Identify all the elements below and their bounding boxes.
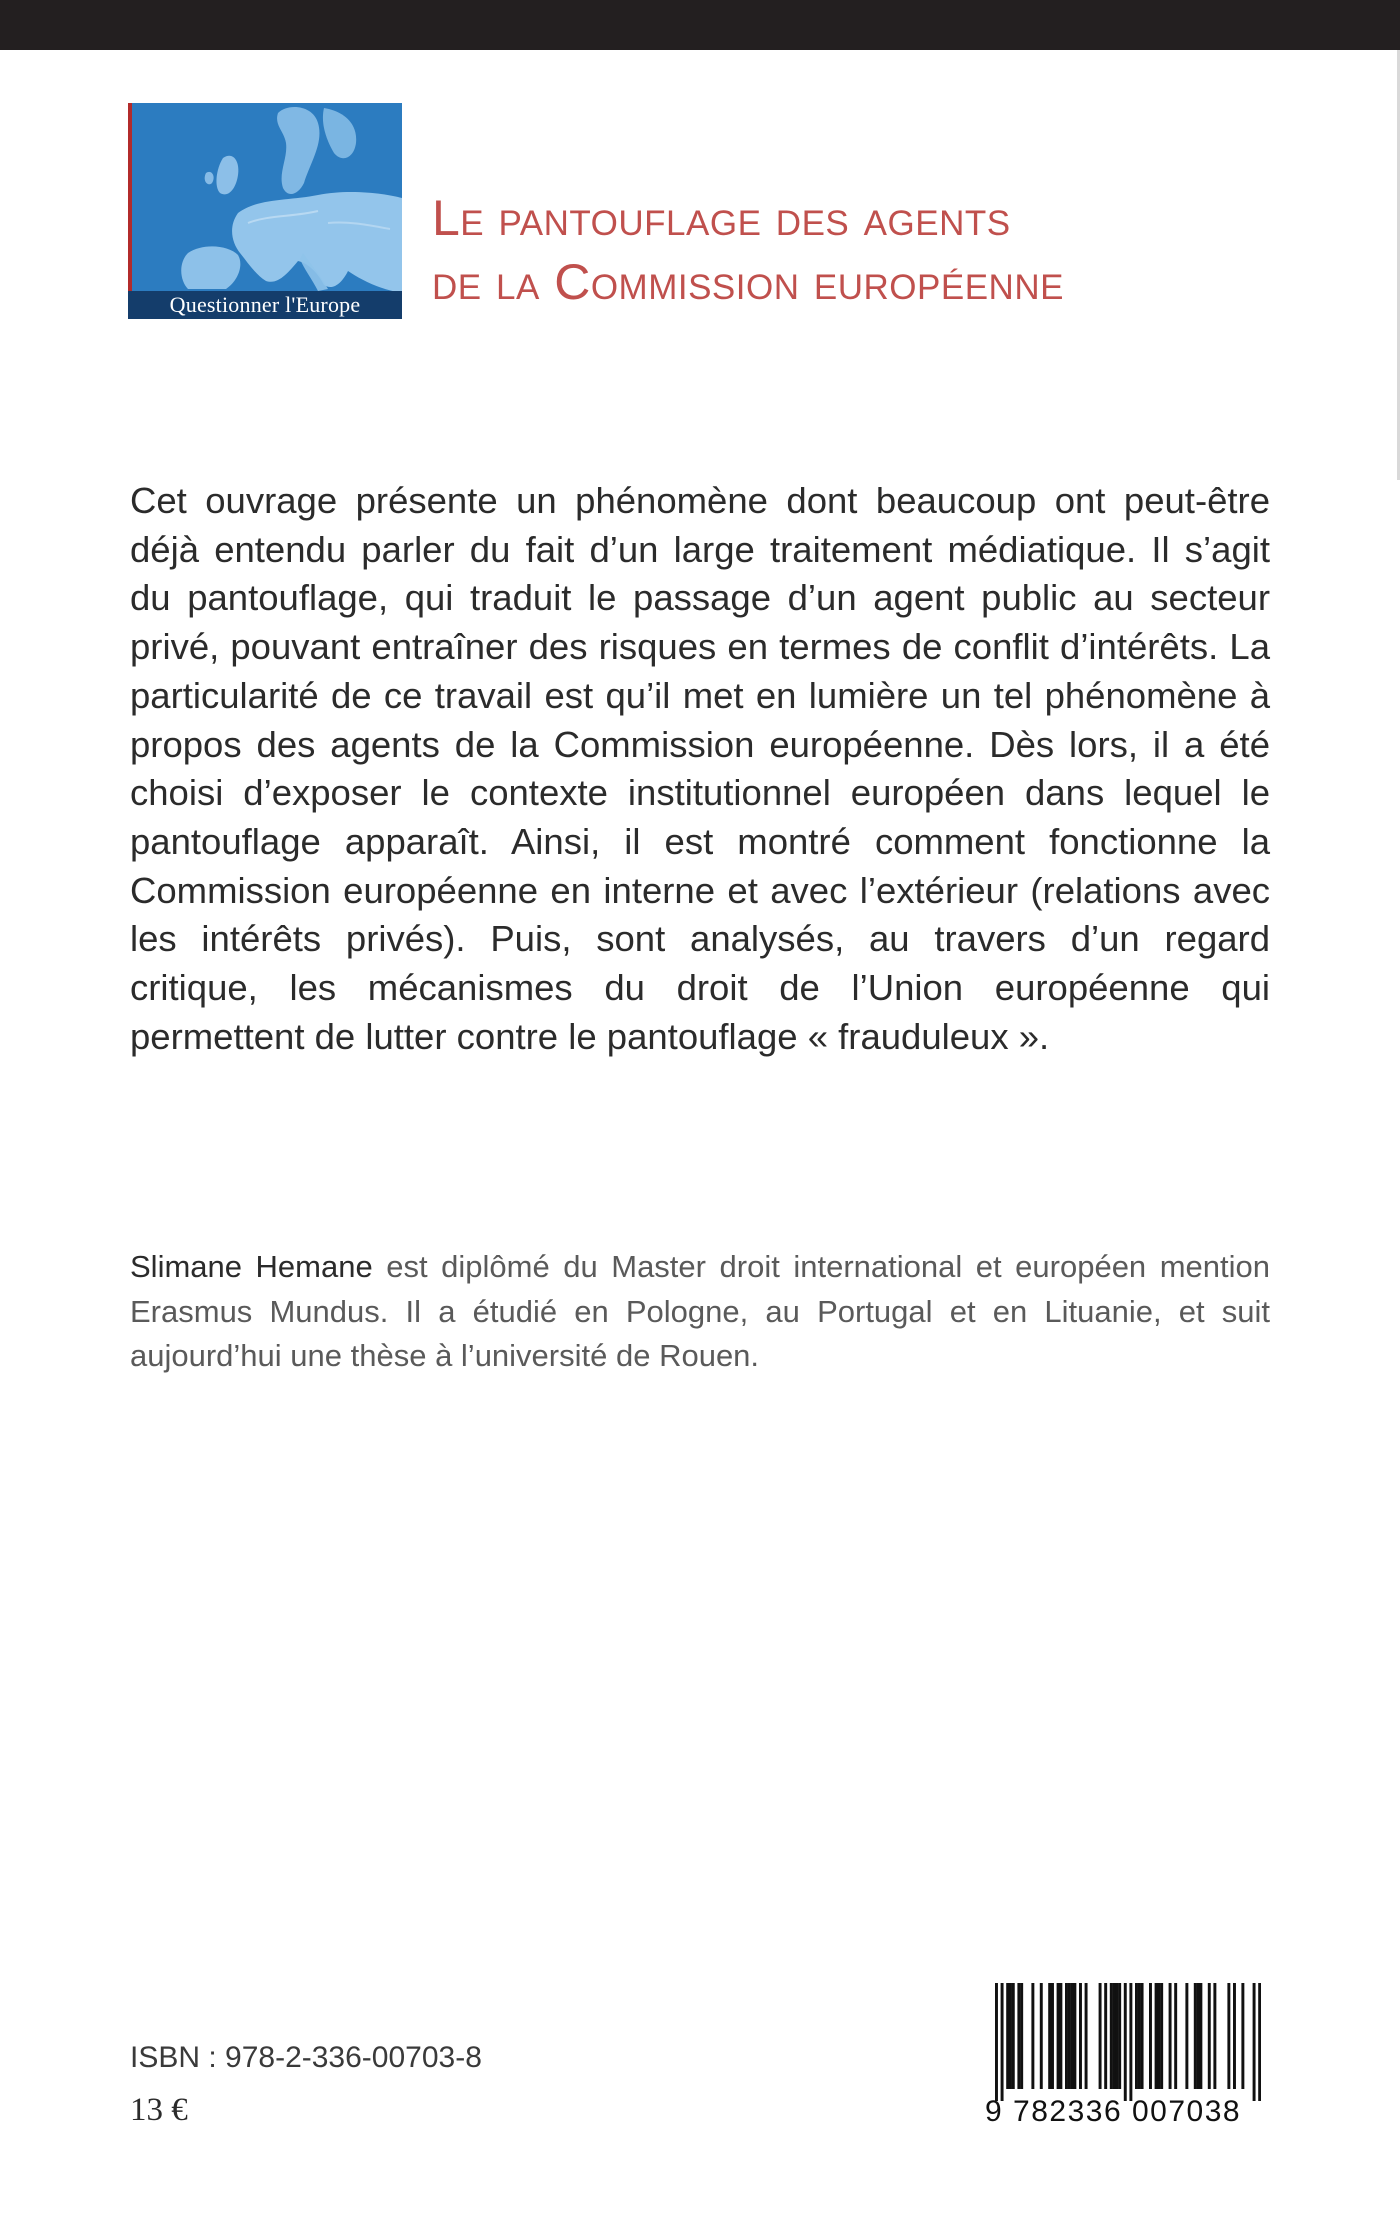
- barcode-bar: [1141, 1983, 1144, 2089]
- barcode-bar: [1006, 1983, 1009, 2089]
- barcode-bar: [1085, 1983, 1088, 2089]
- barcode-bar: [1031, 1983, 1034, 2089]
- book-title-line-2: de la Commission européenne: [432, 254, 1064, 310]
- barcode-bar: [1155, 1983, 1158, 2089]
- barcode-bar: [1059, 1983, 1062, 2089]
- barcode-bar: [1197, 1983, 1200, 2089]
- barcode-bar: [1113, 1983, 1116, 2089]
- barcode-bar: [1012, 1983, 1015, 2089]
- author-bio-text: est diplômé du Master droit international et européen mention Erasmus Mundus. Il a étudié en Pologne, au Portugal et en Lituanie, et suit aujourd’hui une thèse à l’université de Rouen.: [130, 1249, 1270, 1373]
- book-description: Cet ouvrage présente un phénomène dont beaucoup ont peut-être déjà entendu parler du fait d’un large traitement médiatique. Il s’agit du pantouflage, qui traduit le passage d’un agent public au secteur privé, pouvant entraîner des risques en termes de conflit d’intérêts. La particularité de ce travail est qu’il met en lumière un tel phénomène à propos des agents de la Commission européenne. Dès lors, il a été choisi d’exposer le contexte institutionnel européen dans lequel le pantouflage apparaît. Ainsi, il est montré comment fonctionne la Commission européenne en interne et avec l’extérieur (relations avec les intérêts privés). Puis, sont analysés, au travers d’un regard critique, les mécanismes du droit de l’Union européenne qui permettent de lutter contre le pantouflage « frauduleux ».: [130, 480, 1270, 1057]
- barcode-bar: [1115, 1983, 1118, 2089]
- barcode-bar: [1185, 1983, 1188, 2089]
- barcode-bar: [1227, 1983, 1230, 2089]
- barcode-bar: [1169, 1983, 1172, 2089]
- barcode-bar: [1071, 1983, 1074, 2089]
- barcode-bar: [1118, 1983, 1121, 2089]
- barcode-bar: [1174, 1983, 1177, 2089]
- barcode-bar: [1213, 1983, 1216, 2089]
- price-label: 13 €: [130, 2092, 188, 2128]
- barcode-bar: [1138, 1983, 1141, 2089]
- barcode-bar: [1129, 1983, 1132, 2101]
- series-accent-line: [128, 103, 132, 319]
- barcode-bar: [1104, 1983, 1107, 2089]
- barcode-bar: [1199, 1983, 1202, 2089]
- barcode-bar: [1001, 1983, 1004, 2101]
- barcode-bar: [1241, 1983, 1244, 2089]
- top-band: [0, 0, 1400, 50]
- barcode-bar: [1009, 1983, 1012, 2089]
- barcode-bar: [1068, 1983, 1071, 2089]
- barcode-bar: [1048, 1983, 1051, 2089]
- barcode-bar: [1194, 1983, 1197, 2089]
- barcode: [985, 1983, 1271, 2131]
- barcode-bar: [1149, 1983, 1152, 2089]
- barcode-bar: [1079, 1983, 1082, 2089]
- barcode-bar: [1020, 1983, 1023, 2089]
- barcode-bar: [1258, 1983, 1261, 2101]
- isbn-label: ISBN : 978-2-336-00703-8: [130, 2041, 482, 2074]
- series-logo: [128, 103, 402, 319]
- barcode-digits: 9 782336 007038: [985, 2095, 1242, 2128]
- barcode-bars: [995, 1983, 1261, 2101]
- barcode-bar: [1057, 1983, 1060, 2089]
- author-bio: [130, 1245, 1270, 1379]
- barcode-bar: [1253, 1983, 1256, 2101]
- barcode-bar: [1017, 1983, 1020, 2089]
- barcode-bar: [1040, 1983, 1043, 2089]
- barcode-bar: [995, 1983, 998, 2101]
- book-title: [432, 186, 1232, 314]
- series-name: Questionner l'Europe: [128, 291, 402, 319]
- barcode-bar: [1157, 1983, 1160, 2089]
- barcode-bar: [1160, 1983, 1163, 2089]
- barcode-bar: [1110, 1983, 1113, 2089]
- barcode-bar: [1065, 1983, 1068, 2089]
- barcode-bar: [1073, 1983, 1076, 2089]
- book-title-line-1: Le pantouflage des agents: [432, 190, 1011, 246]
- barcode-bar: [1124, 1983, 1127, 2101]
- barcode-bar: [1208, 1983, 1211, 2089]
- barcode-bar: [1051, 1983, 1054, 2089]
- barcode-bar: [1233, 1983, 1236, 2089]
- europe-map-icon: [128, 103, 402, 319]
- author-name: Slimane Hemane: [130, 1249, 373, 1284]
- barcode-bar: [1099, 1983, 1102, 2089]
- barcode-bar: [1135, 1983, 1138, 2089]
